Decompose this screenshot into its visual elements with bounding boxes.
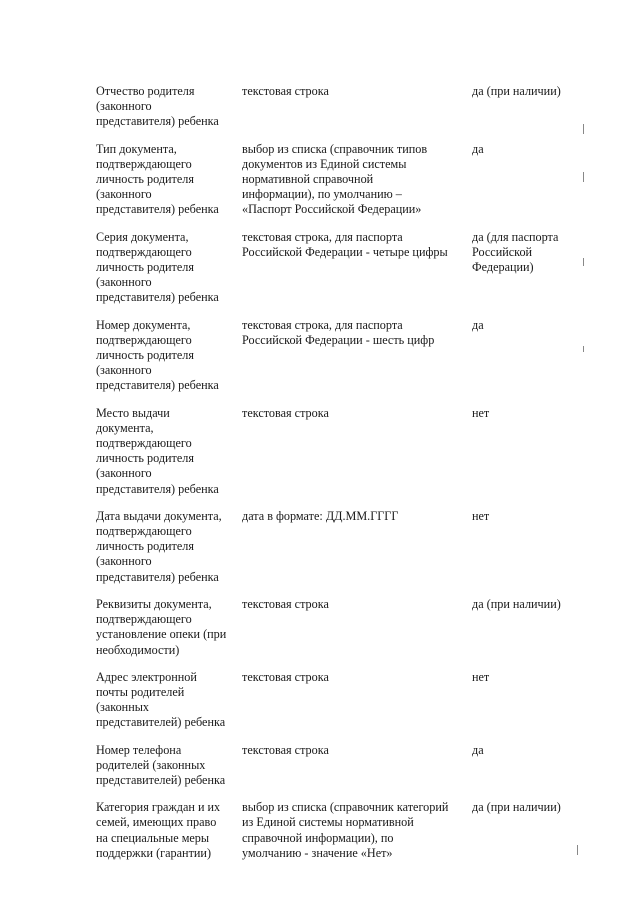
field-name-cell: Номер документа, подтверждающего личность родителя (законного представителя) ребенка: [96, 317, 219, 393]
format-cell: текстовая строка: [242, 84, 329, 98]
format-cell: текстовая строка: [242, 669, 329, 684]
format-cell: дата в формате: ДД.ММ.ГГГГ: [242, 508, 399, 523]
field-name-cell: Отчество родителя (законного представителя) ребенка: [96, 84, 219, 129]
table-row: [96, 597, 576, 658]
table-row: [96, 800, 576, 861]
table-row: [96, 230, 576, 306]
field-name-cell: Адрес электронной почты родителей (законных представителей) ребенка: [96, 669, 226, 730]
format-cell: текстовая строка: [242, 742, 329, 757]
fields-table: [96, 84, 576, 861]
required-cell: да: [472, 742, 484, 757]
field-name-cell: Дата выдачи документа, подтверждающего личность родителя (законного представителя) ребенка: [96, 508, 222, 584]
scan-mark: [577, 845, 578, 855]
scan-mark: [583, 124, 584, 134]
table-row: [96, 142, 576, 218]
required-cell: да (для паспорта Российской Федерации): [472, 229, 559, 275]
format-cell: текстовая строка: [242, 405, 329, 420]
required-cell: нет: [472, 508, 490, 523]
format-cell: текстовая строка, для паспорта Российской Федерации - шесть цифр: [242, 317, 435, 347]
required-cell: нет: [472, 669, 490, 684]
format-cell: выбор из списка (справочник типов документов из Единой системы нормативной справочной информации), по умолчанию – «Паспорт Российской Федерации»: [242, 141, 428, 217]
field-name-cell: Номер телефона родителей (законных представителей) ребенка: [96, 742, 226, 787]
scan-mark: [583, 346, 584, 352]
field-name-cell: Серия документа, подтверждающего личность родителя (законного представителя) ребенка: [96, 229, 219, 305]
table-row: [96, 509, 576, 585]
field-name-cell: Место выдачи документа, подтверждающего личность родителя (законного представителя) ребенка: [96, 405, 219, 496]
field-name-cell: Тип документа, подтверждающего личность родителя (законного представителя) ребенка: [96, 141, 219, 217]
scan-mark: [583, 172, 584, 182]
field-name-cell: Категория граждан и их семей, имеющих право на специальные меры поддержки (гарантии): [96, 800, 221, 860]
format-cell: выбор из списка (справочник категорий из Единой системы нормативной справочной информации), по умолчанию - значение «Нет»: [242, 800, 449, 860]
scan-mark: [583, 258, 584, 266]
field-name-cell: Реквизиты документа, подтверждающего установление опеки (при необходимости): [96, 596, 227, 657]
table-row: [96, 670, 576, 731]
required-cell: да (при наличии): [472, 596, 561, 611]
table-row: [96, 406, 576, 497]
table-row: [96, 84, 576, 130]
required-cell: да (при наличии): [472, 800, 561, 815]
format-cell: текстовая строка, для паспорта Российской Федерации - четыре цифры: [242, 229, 448, 259]
required-cell: да: [472, 317, 484, 332]
required-cell: да: [472, 141, 484, 156]
format-cell: текстовая строка: [242, 596, 329, 611]
required-cell: да (при наличии): [472, 84, 561, 98]
table-row: [96, 743, 576, 789]
table-row: [96, 318, 576, 394]
required-cell: нет: [472, 405, 490, 420]
